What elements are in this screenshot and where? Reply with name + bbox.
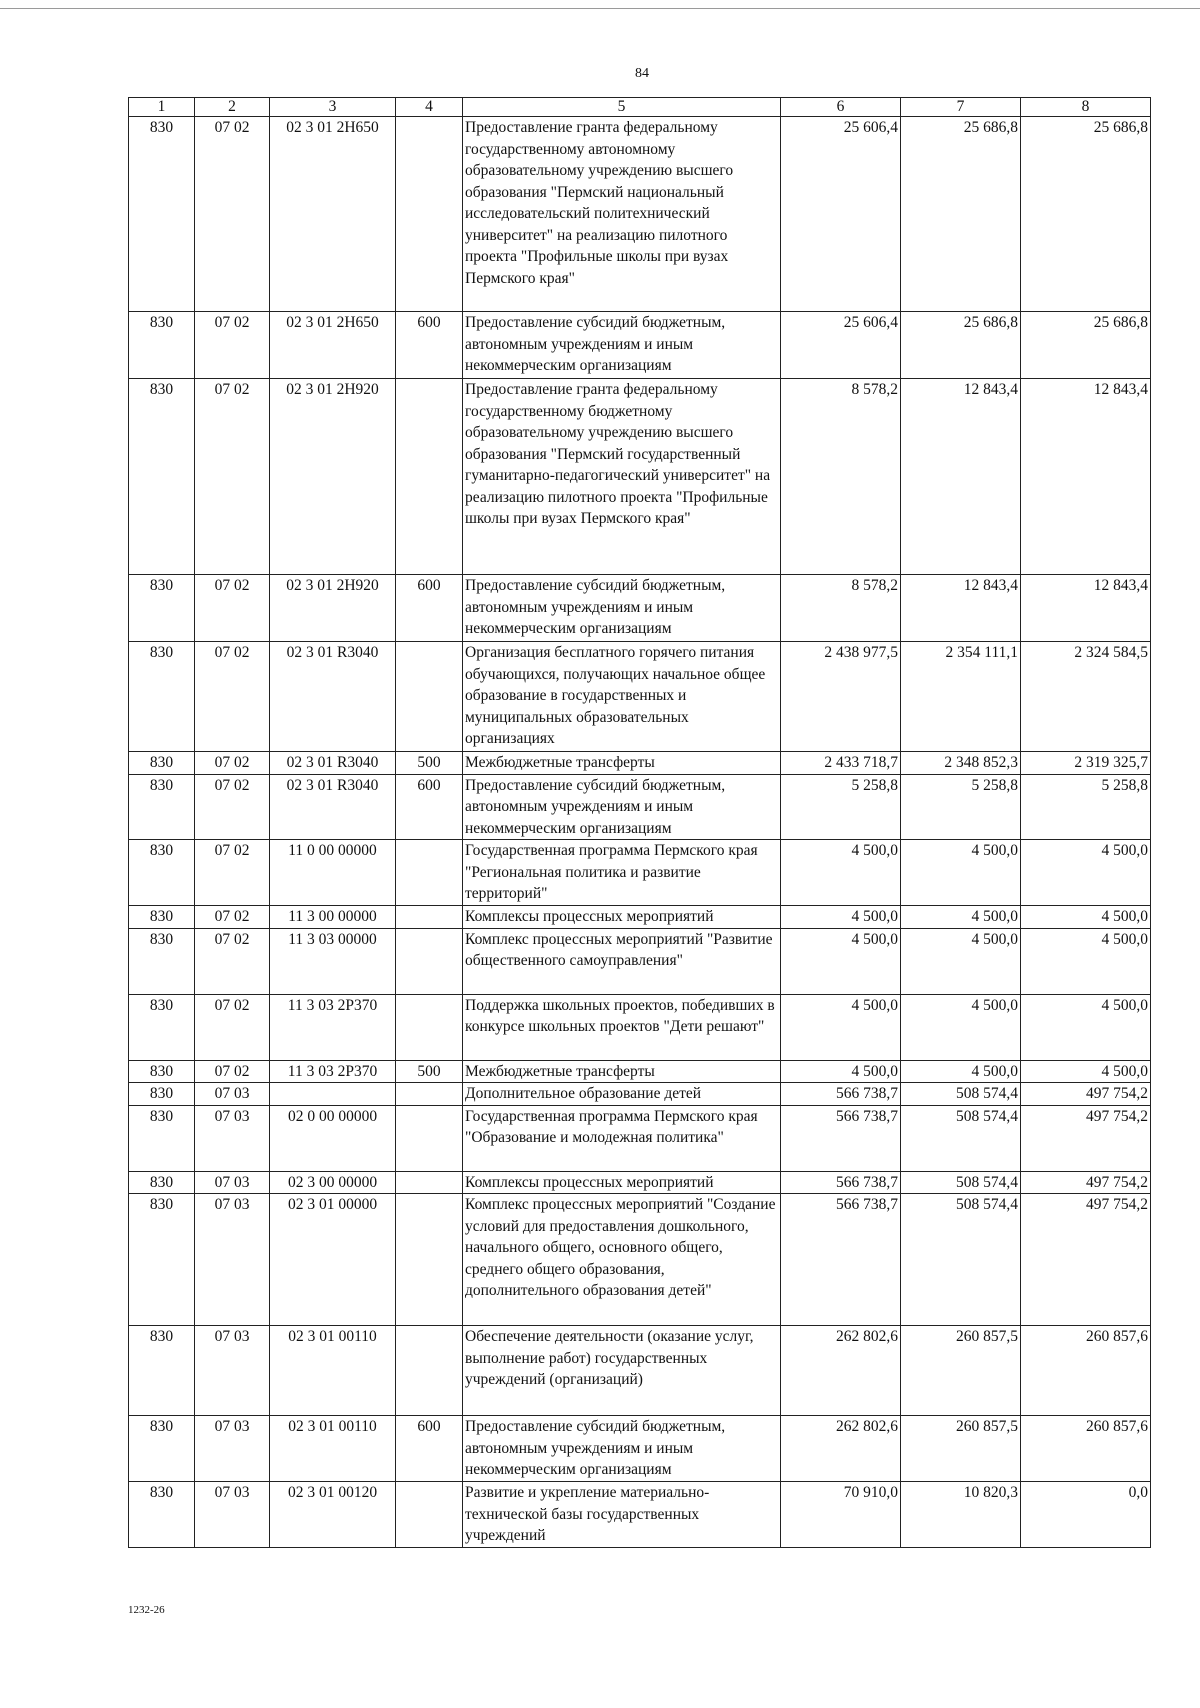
section-code-cell: 07 02: [195, 312, 270, 379]
amount-col-7-cell: 25 686,8: [901, 117, 1021, 312]
amount-col-8-cell: 12 843,4: [1021, 575, 1151, 642]
amount-col-7-cell: 508 574,4: [901, 1171, 1021, 1194]
description-cell: Предоставление субсидий бюджетным, автономным учреждениям и иным некоммерческим организациям: [463, 774, 781, 840]
admin-code-cell: 830: [129, 1194, 195, 1326]
section-code-cell: 07 02: [195, 840, 270, 906]
amount-col-6-cell: 2 438 977,5: [781, 642, 901, 752]
target-article-cell: 11 3 00 00000: [270, 906, 396, 929]
amount-col-6-cell: 4 500,0: [781, 994, 901, 1060]
amount-col-7-cell: 5 258,8: [901, 774, 1021, 840]
admin-code-cell: 830: [129, 1171, 195, 1194]
target-article-cell: 02 3 01 00110: [270, 1416, 396, 1482]
amount-col-6-cell: 4 500,0: [781, 1060, 901, 1083]
header-col-8: 8: [1021, 98, 1151, 117]
description-cell: Государственная программа Пермского края "Региональная политика и развитие территорий": [463, 840, 781, 906]
target-article-cell: 02 3 01 00120: [270, 1482, 396, 1548]
description-cell: Организация бесплатного горячего питания обучающихся, получающих начальное общее образование в государственных и муниципальных образовательных организациях: [463, 642, 781, 752]
target-article-cell: 02 3 01 2Н650: [270, 117, 396, 312]
table-row: [129, 379, 1151, 575]
amount-col-6-cell: 2 433 718,7: [781, 752, 901, 775]
table-row: [129, 774, 1151, 840]
description-cell: Межбюджетные трансферты: [463, 752, 781, 775]
target-article-cell: 02 3 01 R3040: [270, 642, 396, 752]
target-article-cell: 11 0 00 00000: [270, 840, 396, 906]
page-number: 84: [635, 66, 649, 81]
amount-col-6-cell: 566 738,7: [781, 1105, 901, 1171]
description-cell: Предоставление субсидий бюджетным, автономным учреждениям и иным некоммерческим организациям: [463, 1416, 781, 1482]
description-cell: Обеспечение деятельности (оказание услуг, выполнение работ) государственных учреждений (организаций): [463, 1326, 781, 1416]
expense-type-cell: [396, 1105, 463, 1171]
amount-col-7-cell: 10 820,3: [901, 1482, 1021, 1548]
amount-col-8-cell: 497 754,2: [1021, 1083, 1151, 1106]
section-code-cell: 07 02: [195, 1060, 270, 1083]
amount-col-6-cell: 4 500,0: [781, 906, 901, 929]
amount-col-6-cell: 4 500,0: [781, 928, 901, 994]
header-col-6: 6: [781, 98, 901, 117]
amount-col-8-cell: 4 500,0: [1021, 928, 1151, 994]
amount-col-7-cell: 508 574,4: [901, 1083, 1021, 1106]
amount-col-7-cell: 508 574,4: [901, 1105, 1021, 1171]
table-row: [129, 1326, 1151, 1416]
admin-code-cell: 830: [129, 774, 195, 840]
admin-code-cell: 830: [129, 752, 195, 775]
section-code-cell: 07 03: [195, 1194, 270, 1326]
table-row: [129, 752, 1151, 775]
amount-col-8-cell: 25 686,8: [1021, 117, 1151, 312]
section-code-cell: 07 02: [195, 906, 270, 929]
section-code-cell: 07 03: [195, 1083, 270, 1106]
target-article-cell: 11 3 03 2Р370: [270, 1060, 396, 1083]
description-cell: Комплексы процессных мероприятий: [463, 906, 781, 929]
table-row: [129, 642, 1151, 752]
amount-col-8-cell: 4 500,0: [1021, 994, 1151, 1060]
admin-code-cell: 830: [129, 1326, 195, 1416]
table-row: [129, 1194, 1151, 1326]
section-code-cell: 07 03: [195, 1105, 270, 1171]
expense-type-cell: [396, 994, 463, 1060]
amount-col-6-cell: 25 606,4: [781, 312, 901, 379]
expense-type-cell: 500: [396, 752, 463, 775]
amount-col-8-cell: 260 857,6: [1021, 1416, 1151, 1482]
section-code-cell: 07 02: [195, 994, 270, 1060]
amount-col-6-cell: 262 802,6: [781, 1416, 901, 1482]
target-article-cell: 02 3 01 R3040: [270, 752, 396, 775]
expense-type-cell: 600: [396, 575, 463, 642]
amount-col-6-cell: 4 500,0: [781, 840, 901, 906]
table-row: [129, 1083, 1151, 1106]
amount-col-7-cell: 2 348 852,3: [901, 752, 1021, 775]
table-row: [129, 906, 1151, 929]
admin-code-cell: 830: [129, 1083, 195, 1106]
description-cell: Развитие и укрепление материально-технической базы государственных учреждений: [463, 1482, 781, 1548]
header-col-4: 4: [396, 98, 463, 117]
amount-col-6-cell: 262 802,6: [781, 1326, 901, 1416]
amount-col-7-cell: 4 500,0: [901, 840, 1021, 906]
section-code-cell: 07 03: [195, 1482, 270, 1548]
section-code-cell: 07 03: [195, 1416, 270, 1482]
target-article-cell: 02 0 00 00000: [270, 1105, 396, 1171]
amount-col-7-cell: 260 857,5: [901, 1326, 1021, 1416]
section-code-cell: 07 02: [195, 117, 270, 312]
table-row: [129, 1060, 1151, 1083]
description-cell: Предоставление субсидий бюджетным, автономным учреждениям и иным некоммерческим организациям: [463, 575, 781, 642]
amount-col-7-cell: 12 843,4: [901, 575, 1021, 642]
amount-col-8-cell: 12 843,4: [1021, 379, 1151, 575]
table-row: [129, 117, 1151, 312]
expense-type-cell: 600: [396, 774, 463, 840]
amount-col-6-cell: 8 578,2: [781, 379, 901, 575]
target-article-cell: 02 3 01 00110: [270, 1326, 396, 1416]
table-body: [129, 117, 1151, 1548]
target-article-cell: 02 3 01 R3040: [270, 774, 396, 840]
scan-edge-line: [0, 8, 1200, 9]
table-row: [129, 575, 1151, 642]
amount-col-8-cell: 4 500,0: [1021, 1060, 1151, 1083]
amount-col-8-cell: 25 686,8: [1021, 312, 1151, 379]
amount-col-7-cell: 4 500,0: [901, 906, 1021, 929]
target-article-cell: 02 3 01 2Н650: [270, 312, 396, 379]
admin-code-cell: 830: [129, 1482, 195, 1548]
section-code-cell: 07 02: [195, 774, 270, 840]
amount-col-8-cell: 4 500,0: [1021, 840, 1151, 906]
expense-type-cell: [396, 1171, 463, 1194]
table-row: [129, 840, 1151, 906]
target-article-cell: 11 3 03 00000: [270, 928, 396, 994]
expense-type-cell: 500: [396, 1060, 463, 1083]
document-code: 1232-26: [128, 1604, 165, 1616]
description-cell: Межбюджетные трансферты: [463, 1060, 781, 1083]
table-row: [129, 1105, 1151, 1171]
admin-code-cell: 830: [129, 1416, 195, 1482]
section-code-cell: 07 02: [195, 379, 270, 575]
amount-col-8-cell: 5 258,8: [1021, 774, 1151, 840]
amount-col-8-cell: 497 754,2: [1021, 1105, 1151, 1171]
admin-code-cell: 830: [129, 840, 195, 906]
description-cell: Поддержка школьных проектов, победивших в конкурсе школьных проектов "Дети решают": [463, 994, 781, 1060]
admin-code-cell: 830: [129, 312, 195, 379]
admin-code-cell: 830: [129, 1105, 195, 1171]
section-code-cell: 07 03: [195, 1171, 270, 1194]
amount-col-6-cell: 566 738,7: [781, 1194, 901, 1326]
header-col-5: 5: [463, 98, 781, 117]
table-header-row: [129, 98, 1151, 117]
amount-col-6-cell: 25 606,4: [781, 117, 901, 312]
target-article-cell: 11 3 03 2Р370: [270, 994, 396, 1060]
amount-col-6-cell: 566 738,7: [781, 1083, 901, 1106]
amount-col-8-cell: 4 500,0: [1021, 906, 1151, 929]
amount-col-8-cell: 497 754,2: [1021, 1171, 1151, 1194]
section-code-cell: 07 02: [195, 642, 270, 752]
amount-col-7-cell: 12 843,4: [901, 379, 1021, 575]
amount-col-8-cell: 2 319 325,7: [1021, 752, 1151, 775]
amount-col-8-cell: 260 857,6: [1021, 1326, 1151, 1416]
amount-col-7-cell: 2 354 111,1: [901, 642, 1021, 752]
expense-type-cell: [396, 1083, 463, 1106]
amount-col-6-cell: 8 578,2: [781, 575, 901, 642]
header-col-7: 7: [901, 98, 1021, 117]
table-row: [129, 1416, 1151, 1482]
table-row: [129, 1171, 1151, 1194]
section-code-cell: 07 02: [195, 752, 270, 775]
section-code-cell: 07 02: [195, 928, 270, 994]
target-article-cell: [270, 1083, 396, 1106]
section-code-cell: 07 02: [195, 575, 270, 642]
amount-col-6-cell: 566 738,7: [781, 1171, 901, 1194]
target-article-cell: 02 3 01 2Н920: [270, 575, 396, 642]
expense-type-cell: [396, 117, 463, 312]
expense-type-cell: 600: [396, 1416, 463, 1482]
expense-type-cell: [396, 1482, 463, 1548]
budget-table: [128, 97, 1151, 1548]
expense-type-cell: [396, 906, 463, 929]
description-cell: Предоставление субсидий бюджетным, автономным учреждениям и иным некоммерческим организациям: [463, 312, 781, 379]
header-col-3: 3: [270, 98, 396, 117]
header-col-2: 2: [195, 98, 270, 117]
admin-code-cell: 830: [129, 994, 195, 1060]
admin-code-cell: 830: [129, 379, 195, 575]
table-row: [129, 312, 1151, 379]
table-row: [129, 994, 1151, 1060]
admin-code-cell: 830: [129, 642, 195, 752]
admin-code-cell: 830: [129, 117, 195, 312]
description-cell: Комплекс процессных мероприятий "Создание условий для предоставления дошкольного, начального общего, основного общего, среднего общего образования, дополнительного образования детей": [463, 1194, 781, 1326]
expense-type-cell: 600: [396, 312, 463, 379]
expense-type-cell: [396, 928, 463, 994]
target-article-cell: 02 3 01 00000: [270, 1194, 396, 1326]
table-row: [129, 1482, 1151, 1548]
admin-code-cell: 830: [129, 575, 195, 642]
amount-col-7-cell: 4 500,0: [901, 928, 1021, 994]
description-cell: Предоставление гранта федеральному государственному бюджетному образовательному учреждению высшего образования "Пермский государственный гуманитарно-педагогический университет" на реализацию пилотного проекта "Профильные школы при вузах Пермского края": [463, 379, 781, 575]
header-col-1: 1: [129, 98, 195, 117]
table-row: [129, 928, 1151, 994]
amount-col-7-cell: 25 686,8: [901, 312, 1021, 379]
expense-type-cell: [396, 1194, 463, 1326]
admin-code-cell: 830: [129, 1060, 195, 1083]
description-cell: Предоставление гранта федеральному государственному автономному образовательному учреждению высшего образования "Пермский национальный исследовательский политехнический университет" на реализацию пилотного проекта "Профильные школы при вузах Пермского края": [463, 117, 781, 312]
expense-type-cell: [396, 840, 463, 906]
amount-col-8-cell: 497 754,2: [1021, 1194, 1151, 1326]
description-cell: Дополнительное образование детей: [463, 1083, 781, 1106]
amount-col-7-cell: 4 500,0: [901, 994, 1021, 1060]
section-code-cell: 07 03: [195, 1326, 270, 1416]
amount-col-7-cell: 4 500,0: [901, 1060, 1021, 1083]
expense-type-cell: [396, 1326, 463, 1416]
amount-col-8-cell: 2 324 584,5: [1021, 642, 1151, 752]
amount-col-7-cell: 508 574,4: [901, 1194, 1021, 1326]
expense-type-cell: [396, 379, 463, 575]
description-cell: Государственная программа Пермского края "Образование и молодежная политика": [463, 1105, 781, 1171]
description-cell: Комплексы процессных мероприятий: [463, 1171, 781, 1194]
amount-col-7-cell: 260 857,5: [901, 1416, 1021, 1482]
admin-code-cell: 830: [129, 928, 195, 994]
admin-code-cell: 830: [129, 906, 195, 929]
target-article-cell: 02 3 00 00000: [270, 1171, 396, 1194]
amount-col-8-cell: 0,0: [1021, 1482, 1151, 1548]
description-cell: Комплекс процессных мероприятий "Развитие общественного самоуправления": [463, 928, 781, 994]
target-article-cell: 02 3 01 2Н920: [270, 379, 396, 575]
amount-col-6-cell: 5 258,8: [781, 774, 901, 840]
expense-type-cell: [396, 642, 463, 752]
amount-col-6-cell: 70 910,0: [781, 1482, 901, 1548]
